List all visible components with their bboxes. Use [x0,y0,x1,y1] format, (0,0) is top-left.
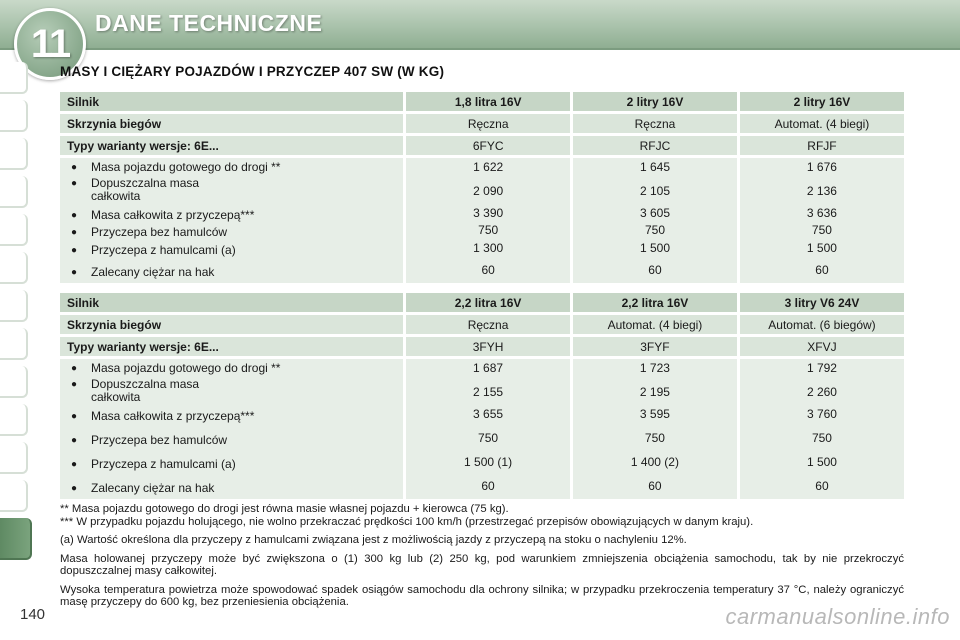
row-labels [60,359,403,499]
value-cell: 750 [478,431,499,445]
list-item: ● Dopuszczalna masa całkowita [67,378,221,408]
chapter-tab[interactable] [0,176,28,208]
row-label-list [67,161,396,279]
value-cell: 750 [811,431,832,445]
gearbox-cell: Automat. (4 biegi) [737,114,904,133]
list-item: ● Dopuszczalna masa całkowita [67,177,221,207]
value-cell: 750 [811,223,832,237]
chapter-tab[interactable] [0,480,28,512]
gearbox-cell: Ręczna [403,114,570,133]
variant-cell: XFVJ [737,337,904,356]
value-cell: 1 500 [806,455,837,469]
chapter-tab[interactable] [0,290,28,322]
value-cell: 2 195 [639,385,670,399]
variants-label: Typy warianty wersje: 6E... [60,337,403,356]
engine-label: Silnik [60,92,403,111]
value-cell: 1 645 [639,160,670,174]
table-body-row [60,158,904,283]
value-cell: 1 687 [473,361,504,375]
value-column [570,359,737,499]
list-item: ● Masa całkowita z przyczepą*** [67,209,396,222]
watermark: carmanualsonline.info [725,604,950,629]
footnotes [60,503,904,609]
value-cell: 1 400 (2) [630,455,679,469]
value-cell: 1 500 [806,241,837,255]
page-title: DANE TECHNICZNE [95,10,323,36]
chapter-tab[interactable] [0,62,28,94]
gearbox-label: Skrzynia biegów [60,315,403,334]
value-cell: 3 605 [639,206,670,220]
chapter-tab[interactable] [0,404,28,436]
variant-cell: 3FYF [570,337,737,356]
value-cell: 1 723 [639,361,670,375]
row-labels [60,158,403,283]
engine-cell: 2,2 litra 16V [570,293,737,312]
value-cell: 750 [644,223,665,237]
footnote: Wysoka temperatura powietrza może spowodować spadek osiągów samochodu dla ochrony silnika; w przypadku przekroczenia temperatury 37 °C, należy ograniczyć masę przyczepy do 600 kg, bez przeniesienia obciążenia. [60,583,904,608]
engine-cell: 3 litry V6 24V [737,293,904,312]
footnote: (a) Wartość określona dla przyczepy z hamulcami związana jest z możliwością jazdy z przyczepą na stoku o nachyleniu 12%. [60,534,687,546]
list-item: ● Przyczepa bez hamulców [67,434,396,447]
list-item: ● Zalecany ciężar na hak [67,482,396,495]
chapter-badge: 11 [14,8,86,80]
value-cell: 3 390 [473,206,504,220]
chapter-tab[interactable] [0,138,28,170]
value-cell: 3 760 [806,407,837,421]
value-cell: 3 636 [806,206,837,220]
chapter-tab[interactable] [0,328,28,360]
footnote: ** Masa pojazdu gotowego do drogi jest równa masie własnej pojazdu + kierowca (75 kg). [60,503,509,515]
table-row [60,315,904,334]
value-column [403,359,570,499]
table-header-row [60,293,904,312]
chapter-tab[interactable] [0,252,28,284]
engine-label: Silnik [60,293,403,312]
page-number: 140 [20,606,46,623]
engine-cell: 1,8 litra 16V [403,92,570,111]
value-cell: 1 622 [473,160,504,174]
header-banner [0,0,960,66]
gearbox-cell: Ręczna [403,315,570,334]
list-item: ● Przyczepa z hamulcami (a) [67,458,396,471]
gearbox-cell: Ręczna [570,114,737,133]
list-item: ● Masa pojazdu gotowego do drogi ** [67,161,396,174]
list-item: ● Przyczepa z hamulcami (a) [67,244,396,257]
value-cell: 2 136 [806,184,837,198]
value-cell: 1 500 (1) [464,455,513,469]
list-item: ● Masa całkowita z przyczepą*** [67,410,396,423]
value-cell: 60 [481,263,495,277]
list-item: ● Przyczepa bez hamulców [67,226,396,239]
variant-cell: 6FYC [403,136,570,155]
value-column [737,158,904,283]
value-cell: 1 792 [806,361,837,375]
chapter-tab[interactable] [0,100,28,132]
value-cell: 750 [478,223,499,237]
gearbox-cell: Automat. (6 biegów) [737,315,904,334]
value-cell: 2 105 [639,184,670,198]
value-cell: 60 [648,263,662,277]
weights-table-2 [60,290,904,502]
chapter-tab[interactable] [0,442,28,474]
variant-cell: 3FYH [403,337,570,356]
value-column [403,158,570,283]
table-row [60,337,904,356]
list-item: ● Zalecany ciężar na hak [67,266,396,279]
value-cell: 1 500 [639,241,670,255]
row-label-list [67,362,396,495]
chapter-tab-active[interactable] [0,518,32,560]
value-cell: 1 300 [473,241,504,255]
value-cell: 3 655 [473,407,504,421]
footnote: Masa holowanej przyczepy może być zwiększona o (1) 300 kg lub (2) 250 kg, pod warunkiem zmniejszenia obciążenia samochodu, tak by nie przekroczyć dopuszczalnej masy całkowitej. [60,552,904,577]
variant-cell: RFJF [737,136,904,155]
value-cell: 60 [648,479,662,493]
table-row [60,114,904,133]
table-body-row [60,359,904,499]
weights-table-1 [60,89,904,286]
side-chapter-tabs [0,62,26,562]
chapter-tab[interactable] [0,366,28,398]
section-title: MASY I CIĘŻARY POJAZDÓW I PRZYCZEP 407 SW (W KG) [60,64,445,79]
chapter-tab[interactable] [0,214,28,246]
variants-label: Typy warianty wersje: 6E... [60,136,403,155]
table-row [60,136,904,155]
value-cell: 750 [644,431,665,445]
value-cell: 60 [815,479,829,493]
engine-cell: 2 litry 16V [737,92,904,111]
gearbox-label: Skrzynia biegów [60,114,403,133]
table-header-row [60,92,904,111]
footnote: *** W przypadku pojazdu holującego, nie wolno przekraczać prędkości 100 km/h (przestrzegać przepisów obowiązujących w danym kraju). [60,515,754,528]
value-column [570,158,737,283]
value-cell: 3 595 [639,407,670,421]
engine-cell: 2,2 litra 16V [403,293,570,312]
value-cell: 2 260 [806,385,837,399]
value-cell: 60 [815,263,829,277]
gearbox-cell: Automat. (4 biegi) [570,315,737,334]
engine-cell: 2 litry 16V [570,92,737,111]
value-cell: 2 155 [473,385,504,399]
variant-cell: RFJC [570,136,737,155]
list-item: ● Masa pojazdu gotowego do drogi ** [67,362,396,375]
value-cell: 1 676 [806,160,837,174]
value-cell: 60 [481,479,495,493]
value-cell: 2 090 [473,184,504,198]
value-column [737,359,904,499]
